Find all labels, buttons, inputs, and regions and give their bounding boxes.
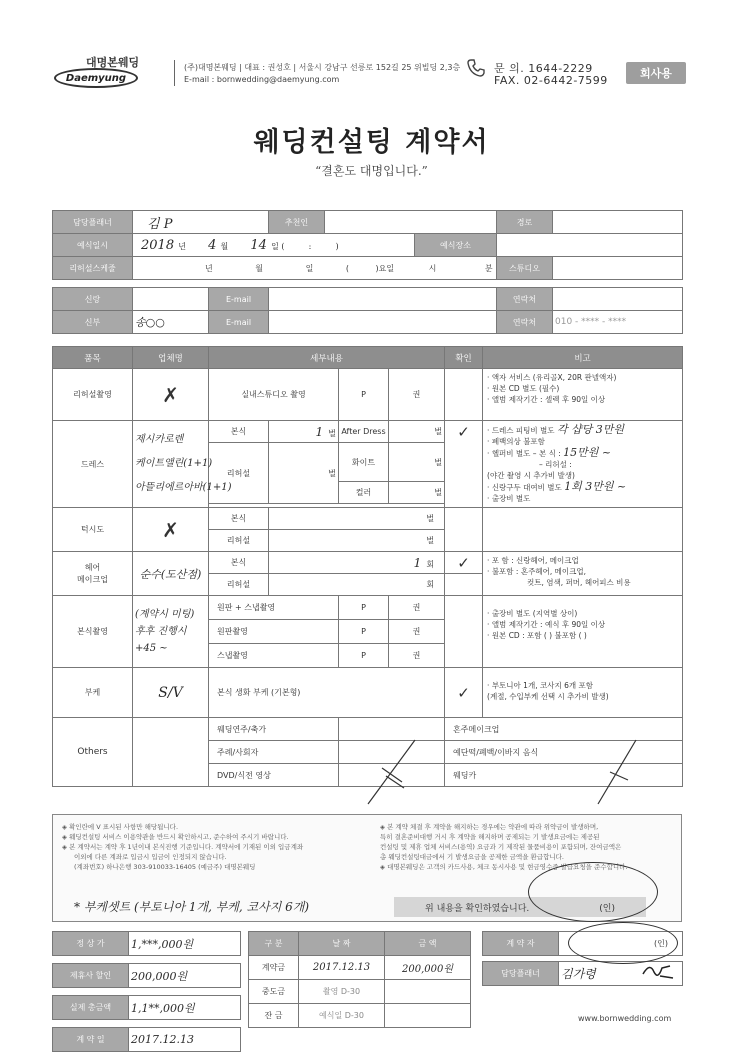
dress-check[interactable]: ✓ [445,421,483,508]
others-right2: 예단떡/폐백/이바지 음식 [445,741,683,764]
groom-contact[interactable] [553,288,683,311]
deposit-date[interactable]: 2017.12.13 [299,956,385,980]
dress-color-unit: 벌 [389,482,445,504]
others-right1: 혼주메이크업 [445,718,683,741]
venue-value[interactable] [497,234,683,257]
page-subtitle: “결혼도 대명입니다.” [315,164,428,178]
rehearsal-photo-note: · 액자 서비스 (유리골X, 20R 판넬액자) · 원본 CD 별도 (필수) · 앨범 제작기간 : 셀렉 후 90일 이상 [483,369,683,421]
bouquet-detail: 본식 생화 부케 (기본형) [209,668,445,718]
dress-vendors[interactable] [133,421,232,508]
col-note: 비고 [483,347,683,369]
signature-circle [568,922,678,964]
header-divider [174,60,175,86]
dress-white-unit: 벌 [389,443,445,482]
month-unit: 월 [220,241,229,251]
company-email: E-mail : bornwedding@daemyung.com [184,75,340,84]
company-copy-badge: 회사용 [626,62,686,84]
others-left1: 웨딩연주/축가 [209,718,339,741]
wedding-month: 4 [208,237,217,253]
planner-label: 담당플래너 [53,211,133,234]
dress-label: 드레스 [53,421,133,508]
hair-note: · 포 함 : 신랑헤어, 메이크업 · 불포함 : 혼주헤어, 메이크업, 컷트, 염색, 퍼머, 헤어피스 비용 [483,552,683,596]
terms-left: ◈ 확인란에 V 표시된 사항만 해당됩니다. ◈ 웨딩컨설팅 서비스 이용약관을 반드시 확인하시고, 준수하여 주시기 바랍니다. ◈ 본 계약서는 계약 후 1년이내 본식진행 기준입니다. 계약서에 기재된 이외 입금계좌 이외에 다른 계좌로 입금시 입금이 인정되지 않습니다. (계좌번호) 하나은행 303-910033-16405 (예금주) 대명본웨딩 [62,823,304,871]
tuxedo-rehearsal-label: 리허설 [209,530,269,552]
wedding-date-value[interactable] [133,234,415,257]
dress-rehearsal-unit: 벌 [269,443,339,504]
balance-label: 잔 금 [249,1004,299,1028]
planner-value[interactable]: 김 P [133,211,269,234]
terms-right: ◈ 본 계약 체결 후 계약을 해지하는 경우에는 약관에 따라 위약금이 발생하며, 특히 결혼준비대행 거시 후 계약을 해지하며 공제되는 기 발생요금에는 제공된 컨설팅 및 제휴 업체 서비스(용역) 요금과 기 제작된 물품비용이 포함되며, 잔여금액은 총 웨딩컨설팅대금에서 기 발생요금을 공제한 금액을 환급합니다. ◈ 대명본웨딩은 고객의 카드사용, 체크 동시사용 및 현금영수증 발급요청을 준수합니다. [380,823,628,871]
rehearsal-photo-label: 리허설촬영 [53,369,133,421]
deposit-label: 계약금 [249,956,299,980]
confirm-sign: (인) [599,903,615,914]
regular-price-label: 정 상 가 [53,932,129,956]
discount-value[interactable]: 200,000원 [129,964,241,988]
wedding-year: 2018 [141,237,175,253]
contract-date-label: 계 약 일 [53,1028,129,1052]
main-photo-row2: 원판촬영 [209,620,339,644]
hair-rehearsal-label: 리허설 [209,574,269,596]
dress-after-label: After Dress [339,421,389,443]
others-strike-right [592,738,642,808]
route-value[interactable] [553,211,683,234]
tuxedo-main-unit: 벌 [269,508,445,530]
planner-sign-name[interactable]: 김가령 [559,962,683,986]
studio-value[interactable] [553,257,683,280]
others-strike-left [360,738,420,808]
dress-main-qty[interactable]: 1 벌 [269,421,339,443]
rehearsal-value[interactable]: 년 월 일 ( )요일 시 분 [133,257,497,280]
rehearsal-label: 리허설스케줄 [53,257,133,280]
groom-contact-label: 연락처 [497,288,553,311]
page-title: 웨딩컨설팅 계약서 [253,127,490,158]
col-vendor: 업체명 [133,347,209,369]
rehearsal-photo-confirm[interactable] [445,369,483,421]
tuxedo-main-label: 본식 [209,508,269,530]
others-label: Others [53,718,133,787]
col-date: 날 짜 [299,932,385,956]
middle-label: 중도금 [249,980,299,1004]
main-photo-row3: 스냅촬영 [209,644,339,668]
confirm-text: 위 내용을 확인하였습니다. [425,903,530,914]
row-rehearsal-photo [53,369,683,421]
col-item: 품목 [53,347,133,369]
dress-note: · 드레스 피팅비 별도 각 샵당 3만원 · 폐백의상 불포함 · 헬퍼비 별도 – 본 식 : 15만원 ~ – 리허설 : (야간 촬영 시 추가비 발생) · 신랑구두 대여비 별도 1회 3만원 ~ · 출장비 별도 [483,421,683,508]
bride-label: 신부 [53,311,133,334]
bouquet-check[interactable]: ✓ [445,668,483,718]
tuxedo-confirm[interactable] [445,508,483,552]
tuxedo-rehearsal-unit: 벌 [269,530,445,552]
groom-label: 신랑 [53,288,133,311]
contract-date[interactable]: 2017.12.13 [129,1028,241,1052]
dress-vendor: 케이트앨린(1+1) [135,458,213,469]
bouquet-vendor[interactable]: S/V [133,668,209,718]
brand-logo-text: Daemyung [65,72,127,84]
venue-label: 예식장소 [415,234,497,257]
wedding-day: 14 [250,237,267,253]
rehearsal-photo-unit-p: P [339,369,389,421]
dress-color-label: 컬러 [339,482,389,504]
handwritten-note: * 부케셋트 (부토니아 1개, 부케, 코사지 6개) [74,900,310,914]
hair-check[interactable]: ✓ [445,552,483,574]
schedule-table [248,931,471,1028]
year-unit: 년 [178,241,186,251]
groom-name[interactable] [133,288,209,311]
middle-date: 촬영 D-30 [299,980,385,1004]
footer-url: www.bornwedding.com [578,1014,672,1023]
groom-email[interactable] [269,288,497,311]
bouquet-label: 부케 [53,668,133,718]
main-photo-label: 본식촬영 [53,596,133,668]
planner-signature [640,960,676,982]
dress-vendor: 제시카로렌 [135,434,184,445]
bride-contact[interactable]: 010 - **** - **** [553,311,683,334]
others-left3: DVD/식전 영상 [209,764,339,787]
phone-icon [466,58,488,80]
main-photo-vendor[interactable]: (계약시 미팅) 후후 진행시 +45 ~ [133,596,209,668]
contractor-sign[interactable]: (인) [559,932,683,956]
dress-main-label: 본식 [209,421,269,443]
main-photo-confirm[interactable] [445,596,483,668]
rehearsal-photo-unit-vol: 권 [389,369,445,421]
bouquet-note: · 부토니아 1개, 코사지 6개 포함 (계절, 수입부케 선택 시 추가비 발생) [483,668,683,718]
hair-main-qty[interactable]: 1 회 [269,552,445,574]
company-info: (주)대명본웨딩 | 대표 : 권성호 | 서울시 강남구 선릉로 152길 25 위빌딩 2,3층 [184,63,461,72]
hair-vendor[interactable]: 순수(도산점) [133,552,209,596]
info-table [52,210,683,334]
rehearsal-photo-detail: 실내스튜디오 촬영 [209,369,339,421]
dress-vendor: 아뜰리에르아바(1+1) [135,482,232,493]
others-right3: 웨딩카 [445,764,683,787]
regular-price[interactable]: 1,***,000원 [129,932,241,956]
groom-email-label: E-mail [209,288,269,311]
total-value[interactable]: 1,1**,000원 [129,996,241,1020]
hair-label: 헤어 메이크업 [53,552,133,596]
day-unit: 일 ( [271,241,285,251]
confirm-circle [528,862,658,922]
deposit-amount[interactable]: 200,000원 [385,956,471,980]
referrer-value[interactable] [325,211,497,234]
balance-date: 예식일 D-30 [299,1004,385,1028]
bride-name[interactable]: 송○○ [133,311,209,334]
col-confirm: 확인 [445,347,483,369]
others-left2: 주례/사회자 [209,741,339,764]
main-photo-note: · 출장비 별도 (지역별 상이) · 앨범 제작기간 : 예식 후 90일 이상 · 원본 CD : 포함 ( ) 불포함 ( ) [483,596,683,668]
route-label: 경로 [497,211,553,234]
col-detail: 세부내용 [209,347,445,369]
price-table [52,931,241,1052]
main-photo-row1: 원판 + 스냅촬영 [209,596,339,620]
col-type: 구 분 [249,932,299,956]
referrer-label: 추천인 [269,211,325,234]
tuxedo-label: 턱시도 [53,508,133,552]
planner-sign-label: 담당플래너 [483,962,559,986]
brand-name: 대명본웨딩 [86,56,140,69]
tuxedo-note [483,508,683,552]
brand-logo [54,68,138,88]
bride-contact-label: 연락처 [497,311,553,334]
fax-number: FAX. 02-6442-7599 [494,74,608,87]
tuxedo-vendor[interactable]: ✗ [133,508,209,552]
rehearsal-photo-vendor[interactable]: ✗ [133,369,209,421]
contractor-label: 계 약 자 [483,932,559,956]
time-close: ) [335,241,339,251]
svg-text:서명: 서명 [640,960,642,961]
total-label: 실제 총금액 [53,996,129,1020]
phone-number: 문 의. 1644-2229 [494,62,593,75]
dress-after-unit: 벌 [389,421,445,443]
bride-email-label: E-mail [209,311,269,334]
dress-white-label: 화이트 [339,443,389,482]
wedding-date-label: 예식일시 [53,234,133,257]
hair-rehearsal-unit: 회 [269,574,445,596]
hair-main-label: 본식 [209,552,269,574]
dress-rehearsal-label: 리허설 [209,443,269,504]
discount-label: 제휴사 할인 [53,964,129,988]
time-sep: : [308,241,312,251]
bride-email[interactable] [269,311,497,334]
items-table: 품목 업체명 세부내용 확인 비고 리허설촬영 ✗ 실내스튜디오 촬영 P 권 · 액자 서비스 (유리골X, 20R 판넬액자) · 원본 CD 별도 (필수) · 앨범 제작기간 : 셀렉 후 90일 이상 드레스 제시카로렌 케이트앨린(1+1) 아뜰리에르아바(1+1) 본식 1 벌 After Dress 벌 ✓ · 드레스 피팅비 별도 각 샵당 3만원 · 폐백의상 불포함 · 헬퍼비 별도 – 본 식 : 15만원 ~ – 리허설 : (야간 촬영 시 추가비 발생) · 신랑구두 대여비 별도 1회 3만원 ~ · 출장비 별도 리허설 벌 화이트 벌 컬러 벌 턱시도 ✗ 본식 벌 리허설 벌 헤어 메이크업 순수(도산점) 본식 1 회 ✓ · 포 함 : 신랑헤어, 메이크업 · 불포함 : 혼주헤어, 메이크업, 컷트, 염색, 퍼머, 헤어피스 비용 리허설 회 본식촬영 (계약시 미팅) 후후 진행시 +45 ~ 원판 + 스냅촬영 P 권 · 출장비 별도 (지역별 상이) · 앨범 제작기간 : 예식 후 90일 이상 · 원본 CD : 포함 ( ) 불포함 ( ) 원판촬영 P 권 스냅촬영 P 권 부케 S/V 본식 생화 부케 (기본형) ✓ · 부토니아 1개, 코사지 6개 포함 (계절, 수입부케 선택 시 추가비 발생) Others 웨딩연주/축가 혼주메이크업 주례/사회자 예단떡/폐백/이바지 음식 DVD/식전 영상 웨딩카 [52,346,683,787]
studio-label: 스튜디오 [497,257,553,280]
col-amount: 금 액 [385,932,471,956]
